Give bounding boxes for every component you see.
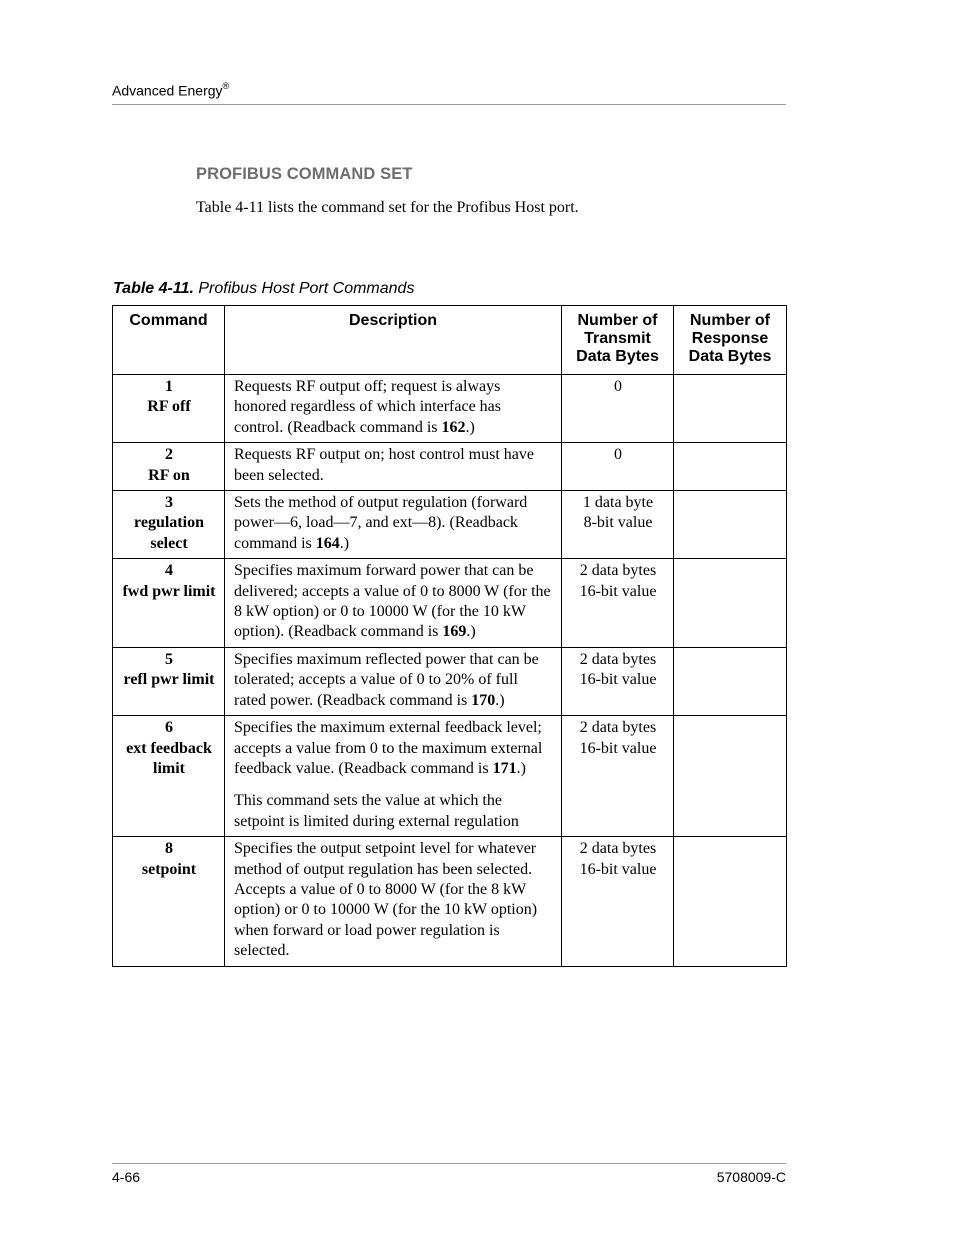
command-cell [113, 559, 225, 648]
table-row [113, 716, 787, 837]
header-transmit-bytes: Number of Transmit Data Bytes [562, 306, 674, 375]
transmit-format: 8-bit value [583, 514, 653, 532]
page-header [112, 82, 786, 105]
response-bytes-cell [674, 647, 787, 715]
readback-command: 171 [492, 759, 517, 777]
description-text [234, 839, 553, 961]
description-cell [225, 716, 562, 837]
command-cell [113, 491, 225, 559]
description-tail: .) [495, 691, 505, 709]
description-main: Specifies maximum forward power that can be delivered; accepts a value of 0 to 8000 W (for the 8 kW option) or 0 to 10000 W (for the 10 kW option). (Readback command is [234, 562, 551, 641]
table-header-row [113, 306, 787, 375]
command-cell [113, 375, 225, 443]
readback-command: 164 [315, 534, 340, 552]
command-cell [113, 443, 225, 491]
description-cell [225, 837, 562, 966]
description-cell [225, 647, 562, 715]
description-main: Sets the method of output regulation (forward power—6, load—7, and ext—8). (Readback command is [234, 494, 528, 552]
transmit-format: 16-bit value [579, 671, 657, 689]
command-name: regulation select [134, 514, 204, 552]
header-response-bytes: Number of Response Data Bytes [674, 306, 787, 375]
command-cell [113, 837, 225, 966]
command-number: 4 [165, 562, 173, 580]
description-text [234, 718, 553, 779]
description-tail: .) [516, 759, 526, 777]
transmit-bytes-cell [562, 559, 674, 648]
description-main: Specifies the output setpoint level for whatever method of output regulation has been selected. Accepts a value of 0 to 8000 W (for the 8 kW option) or 0 to 10000 W (for the 10 kW option) when forward or load power regulation is selected. [234, 840, 538, 960]
transmit-bytes: 1 data byte [582, 494, 654, 512]
description-tail: .) [465, 418, 475, 436]
command-table [112, 305, 787, 967]
transmit-bytes-cell [562, 837, 674, 966]
command-number: 1 [165, 378, 173, 395]
transmit-bytes-cell [562, 491, 674, 559]
description-cell [225, 559, 562, 648]
header-command: Command [113, 306, 225, 375]
header-description: Description [225, 306, 562, 375]
command-cell [113, 716, 225, 837]
registered-mark: ® [222, 81, 230, 91]
page-footer [112, 1163, 786, 1185]
response-bytes-cell [674, 716, 787, 837]
transmit-bytes: 2 data bytes [579, 719, 657, 737]
description-tail: .) [339, 534, 350, 552]
transmit-bytes-cell [562, 375, 674, 443]
table-caption [113, 280, 414, 298]
description-cell [225, 491, 562, 559]
transmit-bytes: 0 [614, 378, 622, 395]
readback-command: 162 [441, 418, 466, 436]
command-number: 2 [165, 446, 173, 464]
transmit-format: 16-bit value [579, 582, 657, 600]
transmit-bytes-cell [562, 716, 674, 837]
description-main: Requests RF output on; host control must have been selected. [234, 446, 534, 484]
response-bytes-cell [674, 559, 787, 648]
command-number: 6 [165, 719, 173, 737]
transmit-format: 16-bit value [579, 739, 657, 757]
command-name: RF off [147, 398, 191, 416]
response-bytes-cell [674, 491, 787, 559]
description-main: Specifies the maximum external feedback level; accepts a value from 0 to the maximum external feedback value. (Readback command is [234, 719, 543, 777]
transmit-bytes: 2 data bytes [579, 650, 657, 668]
description-text [234, 561, 553, 643]
transmit-bytes-cell [562, 647, 674, 715]
page-number: 4-66 [112, 1169, 141, 1185]
description-text [234, 445, 553, 486]
transmit-bytes: 2 data bytes [579, 562, 657, 580]
table-row [113, 559, 787, 648]
readback-command: 169 [442, 623, 467, 641]
table-caption-text: Profibus Host Port Commands [193, 280, 415, 297]
command-name: RF on [148, 466, 190, 484]
command-name: ext feedback limit [126, 739, 212, 777]
command-number: 8 [165, 840, 173, 858]
description-cell [225, 375, 562, 443]
command-name: fwd pwr limit [122, 582, 216, 600]
readback-command: 170 [471, 691, 496, 709]
table-row [113, 375, 787, 443]
description-text [234, 493, 553, 554]
section-title: PROFIBUS COMMAND SET [196, 165, 413, 183]
document-number: 5708009-C [716, 1169, 786, 1185]
transmit-bytes: 2 data bytes [579, 840, 657, 858]
response-bytes-cell [674, 443, 787, 491]
transmit-bytes: 0 [614, 446, 622, 464]
description-note: This command sets the value at which the setpoint is limited during external regulation [234, 792, 519, 830]
transmit-format: 16-bit value [579, 860, 657, 878]
description-main: Requests RF output off; request is always honored regardless of which interface has control. (Readback command is [234, 378, 501, 436]
table-row [113, 443, 787, 491]
intro-text: Table 4-11 lists the command set for the Profibus Host port. [196, 199, 579, 216]
command-name: setpoint [141, 860, 197, 878]
description-cell [225, 443, 562, 491]
command-number: 3 [165, 494, 173, 512]
command-name: refl pwr limit [123, 671, 215, 689]
command-number: 5 [165, 650, 173, 668]
response-bytes-cell [674, 837, 787, 966]
description-text [234, 377, 553, 438]
transmit-bytes-cell [562, 443, 674, 491]
table-row [113, 837, 787, 966]
description-tail: .) [466, 623, 476, 641]
table-row [113, 491, 787, 559]
description-text [234, 650, 553, 711]
brand-name: Advanced Energy [112, 82, 223, 99]
command-cell [113, 647, 225, 715]
response-bytes-cell [674, 375, 787, 443]
table-caption-label: Table 4-11. [113, 280, 194, 297]
table-row [113, 647, 787, 715]
description-main: Specifies maximum reflected power that can be tolerated; accepts a value of 0 to 20% of full rated power. (Readback command is [234, 650, 539, 709]
